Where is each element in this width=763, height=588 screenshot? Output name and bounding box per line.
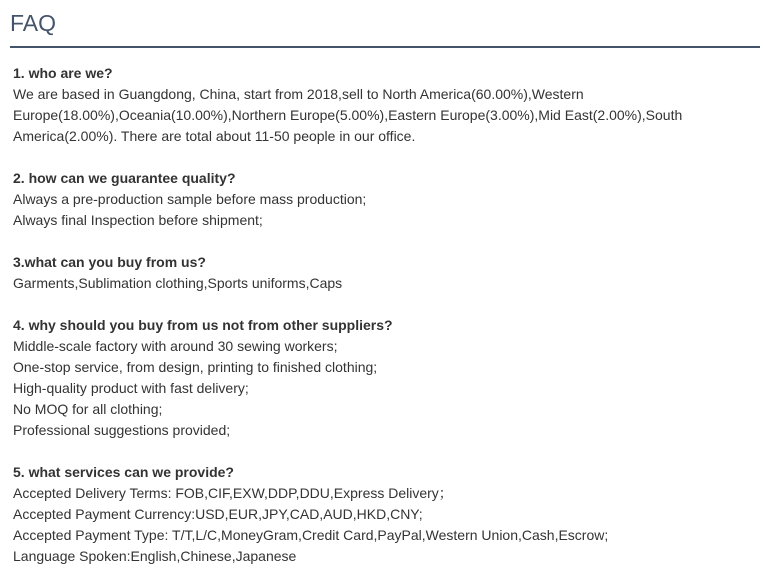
faq-question: 5. what services can we provide? (13, 464, 234, 480)
faq-item-products (13, 252, 743, 294)
faq-answer-line: High-quality product with fast delivery; (13, 380, 249, 396)
faq-answer-line: One-stop service, from design, printing to finished clothing; (13, 359, 378, 375)
faq-header (10, 8, 760, 48)
faq-question: 4. why should you buy from us not from other suppliers? (13, 317, 393, 333)
faq-answer-line: Professional suggestions provided; (13, 422, 231, 438)
faq-item-services (13, 462, 743, 567)
faq-answer-line: We are based in Guangdong, China, start from 2018,sell to North America(60.00%),Western Europe(18.00%),Oceania(10.00%),Northern Europe(5.00%),Eastern Europe(3.00%),Mid East(2.00%),South America(2.00%). There are total about 11-50 people in our office. (13, 86, 683, 144)
faq-answer-line: Accepted Payment Currency:USD,EUR,JPY,CAD,AUD,HKD,CNY; (13, 506, 423, 522)
faq-question: 3.what can you buy from us? (13, 254, 206, 270)
faq-answer-line: Always final Inspection before shipment; (13, 212, 263, 228)
faq-answer-line: Accepted Delivery Terms: FOB,CIF,EXW,DDP,DDU,Express Delivery； (13, 485, 453, 501)
page-title: FAQ (10, 10, 57, 36)
faq-item-quality (13, 168, 743, 231)
faq-answer-line: Language Spoken:English,Chinese,Japanese (13, 548, 297, 564)
faq-answer-line: Middle-scale factory with around 30 sewing workers; (13, 338, 338, 354)
faq-answer-line: Accepted Payment Type: T/T,L/C,MoneyGram,Credit Card,PayPal,Western Union,Cash,Escrow; (13, 527, 609, 543)
faq-list (13, 63, 743, 588)
faq-question: 2. how can we guarantee quality? (13, 170, 236, 186)
faq-question: 1. who are we? (13, 65, 113, 81)
faq-answer-line: Garments,Sublimation clothing,Sports uniforms,Caps (13, 275, 343, 291)
faq-item-who-are-we (13, 63, 743, 147)
faq-item-why-us (13, 315, 743, 441)
faq-answer-line: Always a pre-production sample before mass production; (13, 191, 367, 207)
faq-answer-line: No MOQ for all clothing; (13, 401, 163, 417)
